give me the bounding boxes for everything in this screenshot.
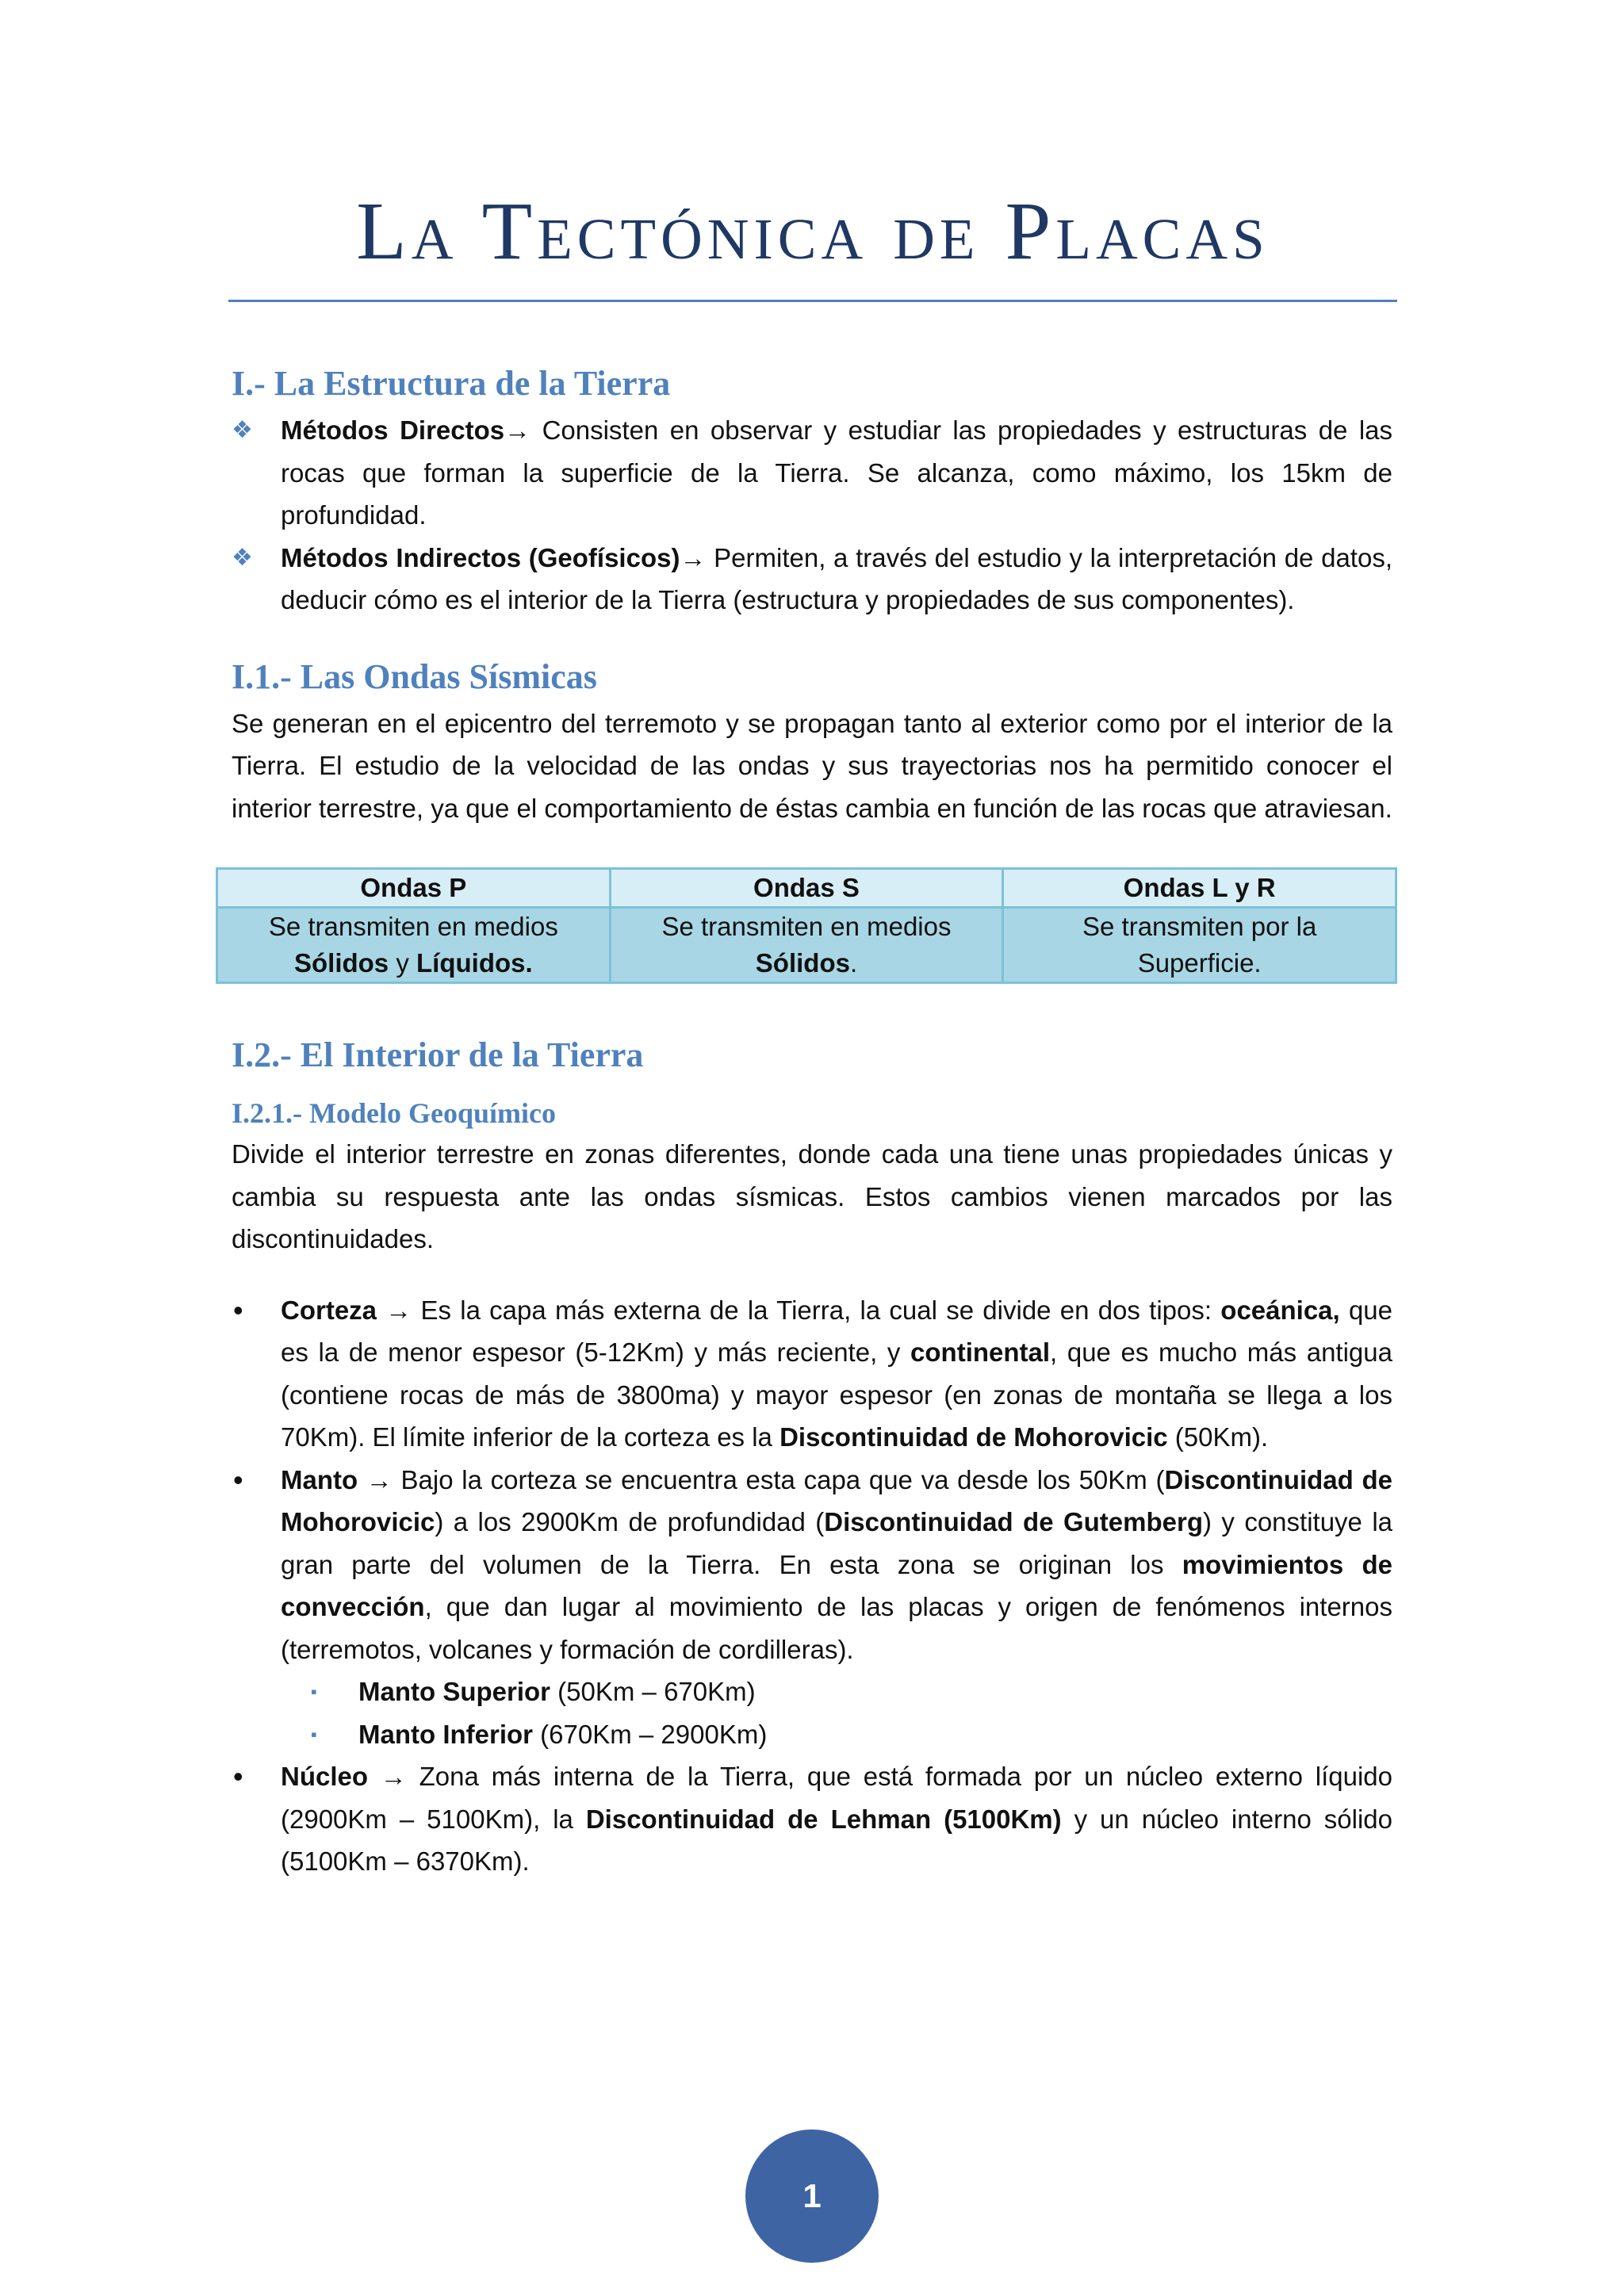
text-run: ) y constituye la gran parte del volumen de la Tierra. En esta zona se originan los [281,1507,1392,1579]
cell-text: Se transmiten en medios [661,912,952,941]
disc-bullet-icon: • [233,1463,243,1496]
methods-list [232,409,1392,622]
text-run: que es la de menor espesor (5-12Km) y más reciente, y [281,1295,1393,1367]
paragraph-ondas: Se generan en el epicentro del terremoto y se propagan tanto al exterior como por el interior de la Tierra. El estudio de la velocidad de las ondas y sus trayectorias nos ha permitido conocer el interior terrestre, ya que el comportamiento de éstas cambia en función de las rocas que atraviesan. [232,708,1392,823]
document-title: La Tectónica de Placas [356,186,1270,277]
table-cell-ondas-s [610,908,1003,983]
term-metodos-indirectos: Métodos Indirectos (Geofísicos) [281,542,680,572]
diamond-bullet-icon: ❖ [232,417,253,443]
text-run: ) a los 2900Km de profundidad ( [435,1507,825,1536]
text-run: (50Km). [1167,1422,1269,1452]
bold-run: Discontinuidad de Mohorovicic [281,1464,1392,1536]
cell-text: Superficie. [1137,948,1262,978]
section-heading-interior: I.2.- El Interior de la Tierra [232,1035,644,1074]
ondas-table [216,867,1397,984]
desc-metodos-directos: Consisten en observar y estudiar las propiedades y estructuras de las rocas que forman la superficie de la Tierra. Se alcanza, como máximo, los 15km de profundidad. [281,415,1393,530]
list-item-corteza [232,1289,1392,1459]
list-item-metodos-indirectos [232,537,1392,622]
cell-text: Se transmiten en medios [268,912,558,941]
disc-bullet-icon: • [233,1760,243,1793]
subsection-heading-modelo: I.2.1.- Modelo Geoquímico [232,1097,556,1129]
cell-text: Se transmiten por la [1082,912,1317,941]
term-nucleo: Núcleo [281,1762,369,1791]
list-item-manto [232,1459,1392,1756]
text-run: → Zona más interna de la Tierra, que está formada por un núcleo externo líquido (2900Km – 5100Km), la [281,1762,1392,1834]
diamond-bullet-icon: ❖ [232,544,253,571]
table-header-ondas-p: Ondas P [217,869,611,908]
arrow-icon: → [680,542,707,572]
list-item-nucleo [232,1755,1392,1883]
text-run: y un núcleo interno sólido (5100Km – 6370Km). [281,1804,1392,1876]
square-bullet-icon: ▪ [311,1724,317,1744]
cell-bold: Líquidos. [416,948,533,978]
term-corteza: Corteza [281,1295,377,1325]
list-item-metodos-directos [232,409,1392,537]
section-heading-estructura: I.- La Estructura de la Tierra [232,364,671,403]
disc-bullet-icon: • [233,1293,243,1326]
text-run: (50Km – 670Km) [550,1677,756,1706]
bold-run: oceánica, [1220,1295,1340,1325]
square-bullet-icon: ▪ [311,1682,317,1701]
cell-bold: Sólidos [293,948,389,978]
term-manto-superior: Manto Superior [358,1677,551,1706]
cell-text: y [389,948,417,978]
table-header-ondas-s: Ondas S [610,869,1003,908]
cell-text: . [849,948,858,978]
section-heading-ondas: I.1.- Las Ondas Sísmicas [232,656,597,696]
document-body [232,358,1392,1883]
table-header-row [217,869,1396,908]
cell-bold: Sólidos [755,948,850,978]
term-manto-inferior: Manto Inferior [358,1719,533,1749]
bold-run: Discontinuidad de Gutemberg [824,1507,1203,1536]
title-underline [228,300,1397,302]
list-item-manto-superior [311,1670,1392,1713]
arrow-icon: → [504,415,531,445]
text-run: , que es mucho más antigua (contiene rocas de más de 3800ma) y mayor espesor (en zonas de montaña se llega a los 70Km). El límite inferior de la corteza es la [281,1337,1392,1452]
bold-run: continental [910,1337,1051,1367]
manto-sublist [311,1670,1392,1755]
table-cell-ondas-lr [1003,908,1396,983]
bold-run: Discontinuidad de Lehman (5100Km) [585,1804,1062,1834]
desc-metodos-indirectos: Permiten, a través del estudio y la interpretación de datos, deducir cómo es el interior de la Tierra (estructura y propiedades de sus componentes). [281,542,1392,614]
table-cell-ondas-p [217,908,611,983]
term-manto: Manto [281,1464,358,1494]
text-run: → Bajo la corteza se encuentra esta capa que va desde los 50Km ( [358,1464,1165,1494]
list-item-manto-inferior [311,1713,1392,1756]
bold-run: Discontinuidad de Mohorovicic [779,1422,1168,1452]
page-number-badge: 1 [745,2130,879,2263]
text-run: (670Km – 2900Km) [533,1719,768,1749]
paragraph-modelo: Divide el interior terrestre en zonas diferentes, donde cada una tiene unas propiedades únicas y cambia su respuesta ante las ondas sísmicas. Estos cambios vienen marcados por las discontinuidades. [232,1139,1392,1253]
text-run: , que dan lugar al movimiento de las placas y origen de fenómenos internos (terremotos, volcanes y formación de cordilleras). [281,1592,1392,1664]
text-run: → Es la capa más externa de la Tierra, la cual se divide en dos tipos: [377,1295,1221,1325]
layers-list [232,1289,1392,1883]
term-metodos-directos: Métodos Directos [281,415,505,445]
table-header-ondas-lr: Ondas L y R [1003,869,1396,908]
bold-run: movimientos de convección [281,1549,1392,1621]
table-row [217,908,1396,983]
